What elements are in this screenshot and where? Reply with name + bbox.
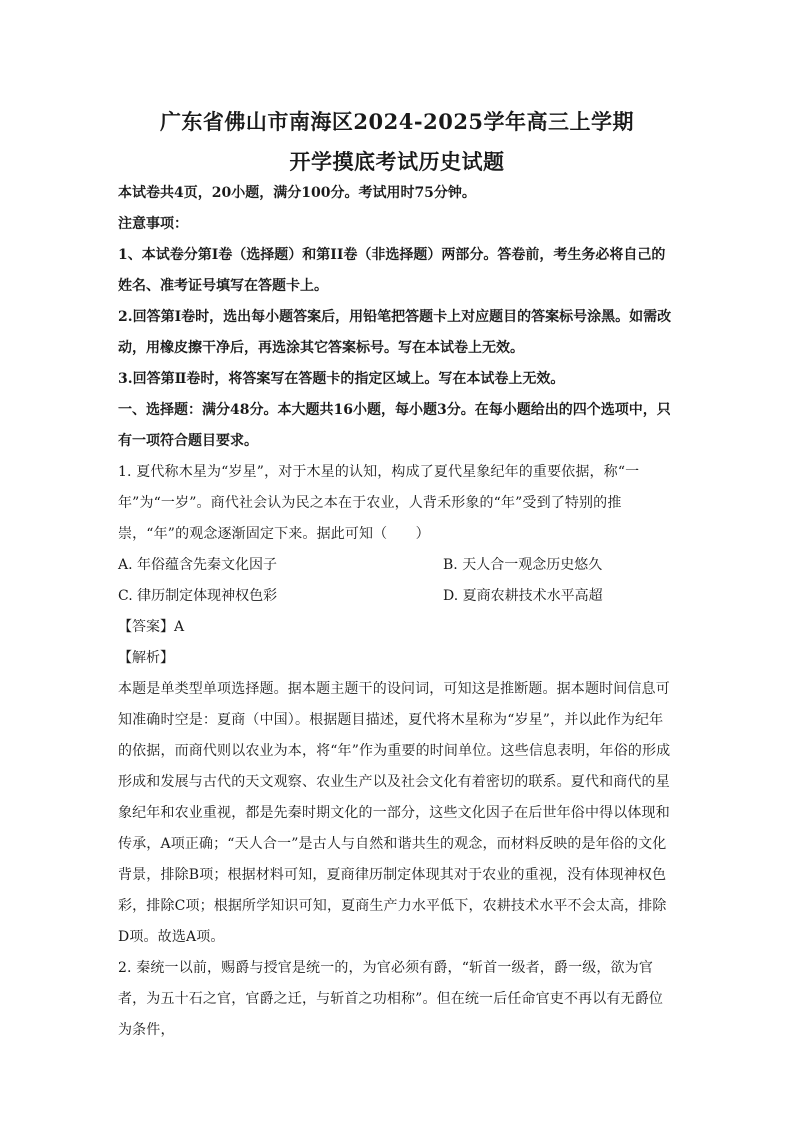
notice-item-2: 2.回答第I卷时，选出每小题答案后，用铅笔把答题卡上对应题目的答案标号涂黑。如需改动，用橡皮擦干净后，再选涂其它答案标号。写在本试卷上无效。 bbox=[118, 309, 672, 356]
question-2-stem: 2. 秦统一以前，赐爵与授官是统一的，为官必须有爵，“斩首一级者，爵一级，欲为官者，为五十石之官，官爵之迁，与斩首之功相称”。但在统一后任命官吏不再以有无爵位为条件， bbox=[118, 960, 664, 1038]
question-1-analysis: 本题是单类型单项选择题。据本题主题干的设问词，可知这是推断题。据本题时间信息可知准确时空是：夏商（中国）。根据题目描述，夏代将木星称为“岁星”，并以此作为纪年的依据，而商代则以农业为本，将“年”作为重要的时间单位。这些信息表明，年俗的形成形成和发展与古代的天文观察、农业生产以及社会文化有着密切的联系。夏代和商代的星象纪年和农业重视，都是先秦时期文化的一部分，这些文化因子在后世年俗中得以体现和传承，A项正确；“天人合一”是古人与自然和谐共生的观念，而材料反映的是年俗的文化背景，排除B项；根据材料可知，夏商律历制定体现其对于农业的重视，没有体现神权色彩，排除C项；根据所学知识可知，夏商生产力水平低下，农耕技术水平不会太高，排除D项。故选A项。 bbox=[118, 681, 671, 945]
question-1-analysis-heading: 【解析】 bbox=[118, 650, 174, 666]
question-1-option-d: D. 夏商农耕技术水平高超 bbox=[443, 588, 603, 604]
document-title-line-2: 开学摸底考试历史试题 bbox=[289, 149, 505, 174]
question-1-stem: 1. 夏代称木星为“岁星”，对于木星的认知，构成了夏代星象纪年的重要依据，称“一年”为“一岁”。商代社会认为民之本在于农业，人背禾形象的“年”受到了特别的推崇，“年”的观念逐渐固定下来。据此可知（ ） bbox=[118, 464, 640, 542]
question-1-option-b: B. 天人合一观念历史悠久 bbox=[443, 557, 603, 573]
question-1-options bbox=[118, 550, 676, 612]
notice-heading: 注意事项： bbox=[118, 216, 188, 232]
exam-intro: 本试卷共4页，20小题，满分100分。考试用时75分钟。 bbox=[118, 185, 476, 201]
document-body bbox=[118, 178, 676, 1046]
question-1-option-a: A. 年俗蕴含先秦文化因子 bbox=[118, 557, 278, 573]
notice-item-1: 1、本试卷分第I卷（选择题）和第II卷（非选择题）两部分。答卷前，考生务必将自己的姓名、准考证号填写在答题卡上。 bbox=[118, 247, 666, 294]
document-title-line-1: 广东省佛山市南海区2024-2025学年高三上学期 bbox=[159, 109, 635, 134]
notice-item-3: 3.回答第Ⅱ卷时，将答案写在答题卡的指定区域上。写在本试卷上无效。 bbox=[118, 371, 565, 387]
section-heading: 一、选择题：满分48分。本大题共16小题，每小题3分。在每小题给出的四个选项中，只有一项符合题目要求。 bbox=[118, 402, 671, 449]
question-1-option-c: C. 律历制定体现神权色彩 bbox=[118, 588, 278, 604]
question-1-answer: 【答案】A bbox=[118, 619, 185, 635]
